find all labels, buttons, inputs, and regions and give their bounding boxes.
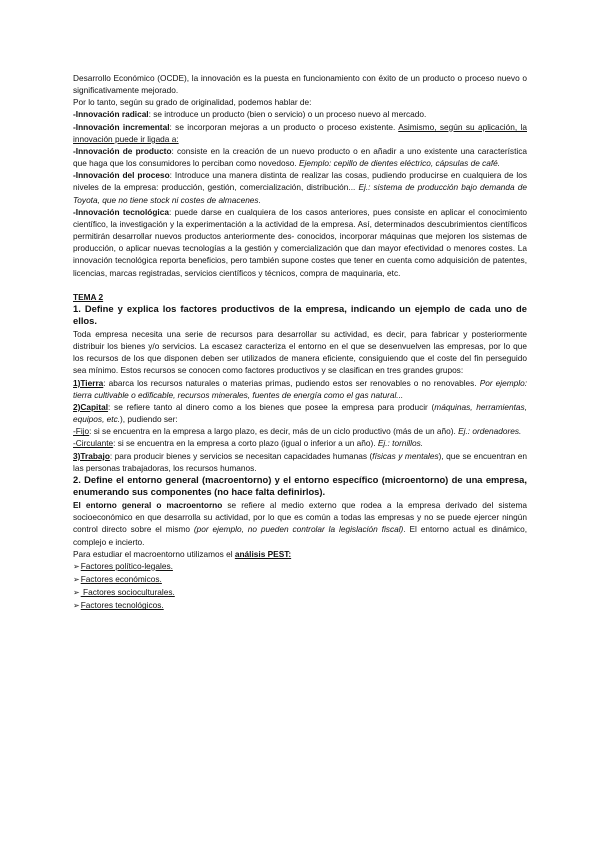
pest-text: Para estudiar el macroentorno utilizamos el — [73, 548, 235, 559]
technological-text: : puede darse en cualquiera de los casos anteriores, pues consiste en aplicar el conocimiento científico, la investigación y la experimentación a la actividad de la empresa. Así, determinados descubrimientos científicos permitirán desarrollar nuevos productos anteriormente des- conocidos, incorporar máquinas que mejoren los sistemas de producción, o aplicar nuevas tecnologías a la gestión y comercialización que dan mayor efectividad o menores costes. La innovación tecnológica reporta beneficios, pero también supone costes que tener en cuenta como adquisición de patentes, licencias, marcas registradas, servicios científicos y técnicos, compra de maquinaria, etc. — [73, 206, 527, 278]
incremental-definition — [73, 121, 527, 145]
pest-paragraph — [73, 548, 527, 560]
originality-paragraph — [73, 96, 527, 108]
circulante-term: -Circulante — [73, 438, 114, 449]
circulante-example: Ej.: tornillos. — [377, 438, 424, 449]
arrow-bullet-icon: ➢ — [73, 561, 80, 571]
question-1-text: 1. Define y explica los factores productivos de la empresa, indicando un ejemplo de cada uno de ellos. — [73, 302, 527, 327]
incremental-term: -Innovación incremental — [73, 121, 170, 132]
fijo-text: : si se encuentra en la empresa a largo plazo, es decir, más de un ciclo productivo (más de un año). — [89, 426, 459, 437]
radical-definition — [73, 108, 527, 120]
list-item — [73, 560, 527, 573]
intro-paragraph — [73, 72, 527, 96]
capital-example: máquinas, herramientas, equipos, etc. — [73, 401, 528, 425]
list-item — [73, 599, 527, 612]
macroentorno-text: se refiere al medio externo que rodea a la empresa derivado del sistema socioeconómico en que desarrolla su actividad, por lo que es común a todas las empresas y no se puede ejercer ningún control directo sobre el mismo — [73, 500, 527, 535]
list-item-label: Factores económicos. — [80, 574, 162, 584]
intro-text: Desarrollo Económico (OCDE), la innovación es la puesta en funcionamiento con éxito de un producto o proceso nuevo o significativamente mejorado. — [73, 73, 527, 96]
list-item-label: Factores tecnológicos. — [80, 600, 164, 611]
incremental-text: : se incorporan mejoras a un producto o proceso existente. — [169, 121, 399, 132]
technological-definition — [73, 206, 527, 279]
process-text: : Introduce una manera distinta de realizar las cosas, pudiendo producirse en cualquiera de los niveles de la empresa: producción, gestión, comercialización, distribución... — [73, 170, 527, 193]
list-item-label: Factores socioculturales. — [80, 587, 175, 598]
incremental-underlined: Asimismo, según su aplicación, la innovación puede ir ligada a: — [73, 121, 527, 144]
fijo-example: Ej.: ordenadores. — [458, 426, 522, 437]
tema2-title: TEMA 2 — [73, 291, 104, 302]
factors-intro-text: Toda empresa necesita una serie de recursos para desarrollar su actividad, es decir, para fabricar y posteriormente distribuir los bienes y/o servicios. La escasez caracteriza el entorno en el que se desenvuelven las empresas, por lo que los recursos de los que disponen deben ser utilizados de manera eficiente, consiguiendo que el coste del fin perseguido sea mínimo. Estos recursos se conocen como factores productivos y se clasifican en tres grandes grupos: — [73, 329, 527, 376]
macroentorno-paragraph — [73, 499, 527, 548]
pest-term: análisis PEST: — [234, 548, 292, 559]
product-example: Ejemplo: cepillo de dientes eléctrico, cápsulas de café. — [299, 158, 501, 169]
list-item-label: Factores político-legales. — [80, 560, 173, 571]
capital-tail: ), pudiendo ser: — [120, 414, 178, 425]
radical-term: -Innovación radical — [73, 109, 149, 120]
question-2 — [73, 474, 527, 499]
pest-factor-list — [73, 560, 527, 613]
capital-term: 2)Capital — [73, 401, 109, 412]
radical-text: : se introduce un producto (bien o servicio) o un proceso nuevo al mercado. — [148, 109, 427, 120]
tema2-heading — [73, 291, 527, 303]
tierra-example: Por ejemplo: tierra cultivable o edificable, recursos minerales, fuentes de energía como el gas natural... — [73, 377, 528, 400]
product-text: : consiste en la creación de un nuevo producto o en añadir a uno existente una característica que haga que los consumidores lo perciban como novedoso. — [73, 145, 527, 169]
factors-intro-paragraph — [73, 328, 527, 377]
tierra-definition — [73, 377, 527, 401]
product-definition — [73, 145, 527, 169]
arrow-bullet-icon: ➢ — [73, 601, 80, 611]
product-term: -Innovación de producto — [73, 145, 172, 156]
arrow-bullet-icon: ➢ — [73, 588, 80, 598]
process-term: -Innovación del proceso — [73, 170, 170, 181]
question-1 — [73, 303, 527, 328]
macroentorno-tail: . El entorno actual es dinámico, complejo e incierto. — [73, 524, 527, 547]
circulante-definition — [73, 437, 527, 449]
macroentorno-example: (por ejemplo, no pueden controlar la legislación fiscal) — [193, 524, 404, 535]
capital-text: : se refiere tanto al dinero como a los bienes que posee la empresa para producir ( — [108, 401, 435, 412]
technological-term: -Innovación tecnológica — [73, 206, 169, 217]
tierra-term: 1)Tierra — [73, 377, 104, 388]
circulante-text: : si se encuentra en la empresa a corto plazo (igual o inferior a un año). — [113, 438, 378, 449]
capital-definition — [73, 401, 527, 425]
trabajo-text: : para producir bienes y servicios se necesitan capacidades humanas ( — [109, 450, 373, 461]
tierra-text: : abarca los recursos naturales o materias primas, pudiendo estos ser renovables o no renovables. — [103, 377, 480, 388]
arrow-bullet-icon: ➢ — [73, 575, 80, 584]
process-example: Ej.: sistema de producción bajo demanda de Toyota, que no tiene stock ni costes de almacenes. — [73, 182, 527, 205]
macroentorno-term: El entorno general o macroentorno — [73, 500, 223, 511]
trabajo-example: físicas y mentales — [372, 450, 439, 461]
fijo-term: -Fijo — [73, 426, 90, 437]
originality-text: Por lo tanto, según su grado de originalidad, podemos hablar de: — [73, 97, 312, 108]
fijo-definition — [73, 425, 527, 437]
question-2-text: 2. Define el entorno general (macroentorno) y el entorno específico (microentorno) de una empresa, enumerando sus componentes (no hace falta definirlos). — [73, 473, 527, 498]
list-item — [73, 586, 527, 599]
trabajo-definition — [73, 450, 527, 474]
trabajo-term: 3)Trabajo — [73, 450, 110, 461]
trabajo-tail: ), que se encuentran en las personas trabajadoras, los recursos humanos. — [73, 450, 527, 473]
process-definition — [73, 169, 527, 205]
document-page — [73, 72, 527, 612]
list-item — [73, 573, 527, 586]
